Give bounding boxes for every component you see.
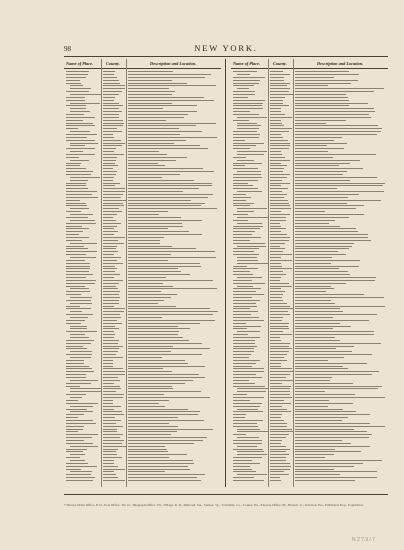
page-number: 98 xyxy=(64,45,71,53)
entry-line xyxy=(64,479,221,482)
pencil-annotation: N 2 7.9 / 7 xyxy=(352,537,376,543)
header-name-of-place: Name of Place. xyxy=(233,61,261,66)
header-county: County. xyxy=(273,61,287,66)
left-table xyxy=(64,59,221,487)
header-rule xyxy=(64,56,388,57)
right-entry-lines xyxy=(231,70,388,482)
left-header-rule xyxy=(64,68,221,69)
footer-rule xyxy=(64,494,388,495)
right-column-headers xyxy=(231,59,388,68)
gazetteer-page xyxy=(64,42,388,518)
page-title: NEW YORK. xyxy=(194,43,258,53)
header-description: Description and Location. xyxy=(317,61,364,66)
header-description: Description and Location. xyxy=(150,61,197,66)
header-county: County. xyxy=(106,61,120,66)
footer-abbreviations: * Money Order Office. P. O., Post Office. Tel. O., Telegraph Office. Vil., Village. R. R., Railroad. Sta., Station. Tp., Township. Co., County. Ex., Express Office. Br., Branch. Jc., Junction. Est., Estimated. Pop., Population. xyxy=(64,503,364,507)
right-table xyxy=(231,59,388,487)
entry-line xyxy=(231,479,388,482)
center-divider xyxy=(225,59,226,487)
header-name-of-place: Name of Place. xyxy=(66,61,94,66)
left-entry-lines xyxy=(64,70,221,482)
right-header-rule xyxy=(231,68,388,69)
left-column-headers xyxy=(64,59,221,68)
page-header xyxy=(64,42,388,56)
